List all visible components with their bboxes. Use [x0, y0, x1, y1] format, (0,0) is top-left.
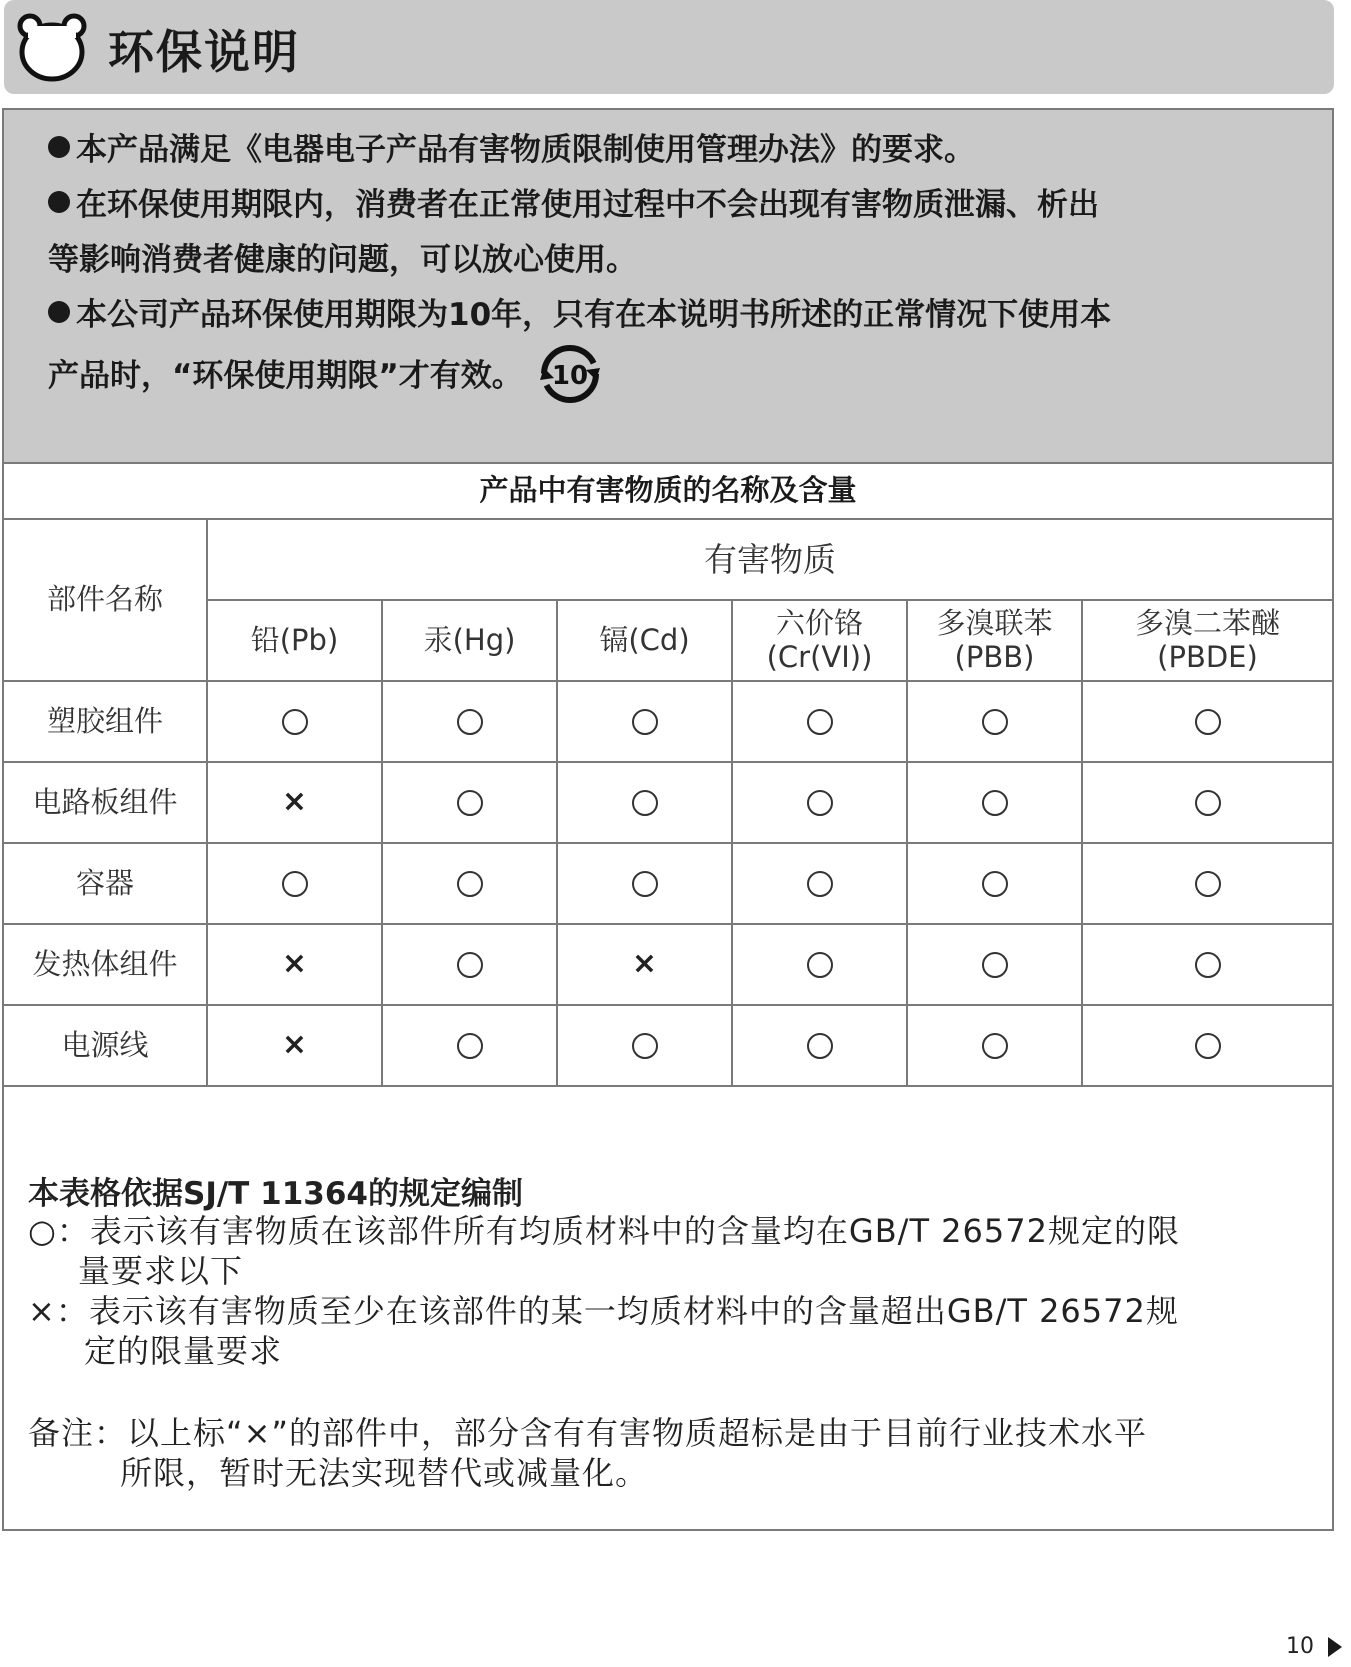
circle-mark-icon	[982, 1033, 1008, 1059]
table-cell	[208, 1006, 381, 1085]
badge-number: 10	[551, 361, 588, 391]
circle-mark-icon	[982, 709, 1008, 735]
table-row-part-name: 电源线	[61, 1027, 149, 1062]
circle-mark-icon	[807, 871, 833, 897]
table-cell	[558, 682, 731, 761]
circle-mark-icon	[457, 709, 483, 735]
table-cell	[383, 682, 556, 761]
cross-mark-icon: ×	[281, 1027, 308, 1063]
circle-mark-icon	[457, 952, 483, 978]
column-group-header: 有害物质	[704, 539, 836, 579]
table-cell	[383, 1006, 556, 1085]
circle-mark-icon	[632, 871, 658, 897]
table-cell	[908, 763, 1081, 842]
column-header-cadmium: 镉(Cd)	[599, 622, 690, 657]
circle-mark-icon	[807, 1033, 833, 1059]
table-cell	[208, 844, 381, 923]
circle-mark-icon	[807, 952, 833, 978]
table-row-part-name: 电路板组件	[32, 784, 178, 819]
circle-mark-icon	[982, 952, 1008, 978]
page-title: 环保说明	[108, 25, 300, 79]
circle-mark-icon	[1195, 952, 1221, 978]
notes-title: 本表格依据SJ/T 11364的规定编制	[28, 1176, 523, 1212]
circle-mark-icon	[807, 709, 833, 735]
table-cell	[908, 1006, 1081, 1085]
table-row-part-name: 发热体组件	[32, 946, 178, 981]
column-header-pbb: 多溴联苯 (PBB)	[936, 606, 1053, 674]
table-cell	[383, 763, 556, 842]
table-cell	[208, 682, 381, 761]
table-cell	[908, 925, 1081, 1004]
circle-mark-icon	[282, 871, 308, 897]
bullet-icon	[48, 191, 70, 213]
table-cell	[558, 1006, 731, 1085]
table-cell	[733, 1006, 906, 1085]
cross-legend-line: ×：表示该有害物质至少在该部件的某一均质材料中的含量超出GB/T 26572规	[28, 1292, 1179, 1330]
table-cell	[208, 925, 381, 1004]
table-cell	[208, 763, 381, 842]
circle-mark-icon	[982, 790, 1008, 816]
triangle-right-icon[interactable]	[1328, 1637, 1342, 1657]
cross-mark-icon: ×	[281, 784, 308, 820]
notice-continuation: 等影响消费者健康的问题，可以放心使用。	[48, 242, 637, 278]
bear-face-icon	[16, 12, 88, 82]
table-cell	[383, 844, 556, 923]
cross-legend-continuation: 定的限量要求	[84, 1332, 283, 1370]
table-cell	[908, 682, 1081, 761]
table-cell	[733, 763, 906, 842]
bullet-icon	[48, 136, 70, 158]
table-cell	[1083, 844, 1332, 923]
notice-item: 本公司产品环保使用期限为10年，只有在本说明书所述的正常情况下使用本	[48, 289, 1111, 334]
notice-item: 在环保使用期限内，消费者在正常使用过程中不会出现有害物质泄漏、析出	[48, 179, 1099, 224]
notice-item: 本产品满足《电器电子产品有害物质限制使用管理办法》的要求。	[48, 124, 975, 169]
table-caption: 产品中有害物质的名称及含量	[479, 473, 857, 508]
column-header-lead: 铅(Pb)	[250, 622, 339, 657]
table-cell	[1083, 682, 1332, 761]
table-cell	[558, 925, 731, 1004]
notice-continuation: 产品时，“环保使用期限”才有效。 10	[48, 344, 600, 404]
table-cell	[558, 844, 731, 923]
page-number: 10	[1286, 1634, 1314, 1659]
column-header-pbde: 多溴二苯醚 (PBDE)	[1134, 606, 1280, 674]
circle-mark-icon	[457, 790, 483, 816]
table-cell	[383, 925, 556, 1004]
table-cell	[1083, 763, 1332, 842]
notice-panel	[2, 108, 1334, 464]
table-cell	[733, 844, 906, 923]
circle-mark-icon	[632, 709, 658, 735]
table-cell	[733, 682, 906, 761]
column-header-part: 部件名称	[46, 582, 163, 617]
circle-mark-icon	[632, 1033, 658, 1059]
circle-legend-continuation: 量要求以下	[78, 1252, 244, 1290]
column-header-mercury: 汞(Hg)	[423, 622, 516, 657]
cross-mark-icon: ×	[631, 946, 658, 982]
remark-continuation: 所限，暂时无法实现替代或减量化。	[120, 1454, 649, 1492]
table-row-part-name: 塑胶组件	[46, 703, 163, 738]
circle-mark-icon	[982, 871, 1008, 897]
table-cell	[908, 844, 1081, 923]
column-header-chromium: 六价铬 (Cr(VI))	[766, 606, 873, 674]
circle-mark-icon	[282, 709, 308, 735]
circle-mark-icon	[1195, 1033, 1221, 1059]
circle-mark-icon	[632, 790, 658, 816]
table-cell	[558, 763, 731, 842]
table-cell	[733, 925, 906, 1004]
cross-mark-icon: ×	[281, 946, 308, 982]
circle-mark-icon	[1195, 871, 1221, 897]
circle-legend-line: ○：表示该有害物质在该部件所有均质材料中的含量均在GB/T 26572规定的限	[28, 1212, 1180, 1250]
environmental-protection-use-period-icon	[540, 344, 600, 404]
table-cell	[1083, 1006, 1332, 1085]
circle-mark-icon	[807, 790, 833, 816]
bullet-icon	[48, 301, 70, 323]
table-cell	[1083, 925, 1332, 1004]
circle-mark-icon	[457, 871, 483, 897]
circle-mark-icon	[1195, 790, 1221, 816]
remark-line: 备注：以上标“×”的部件中，部分含有有害物质超标是由于目前行业技术水平	[28, 1414, 1147, 1452]
circle-mark-icon	[1195, 709, 1221, 735]
section-header	[4, 0, 1334, 94]
circle-mark-icon	[457, 1033, 483, 1059]
table-row-part-name: 容器	[75, 865, 134, 900]
